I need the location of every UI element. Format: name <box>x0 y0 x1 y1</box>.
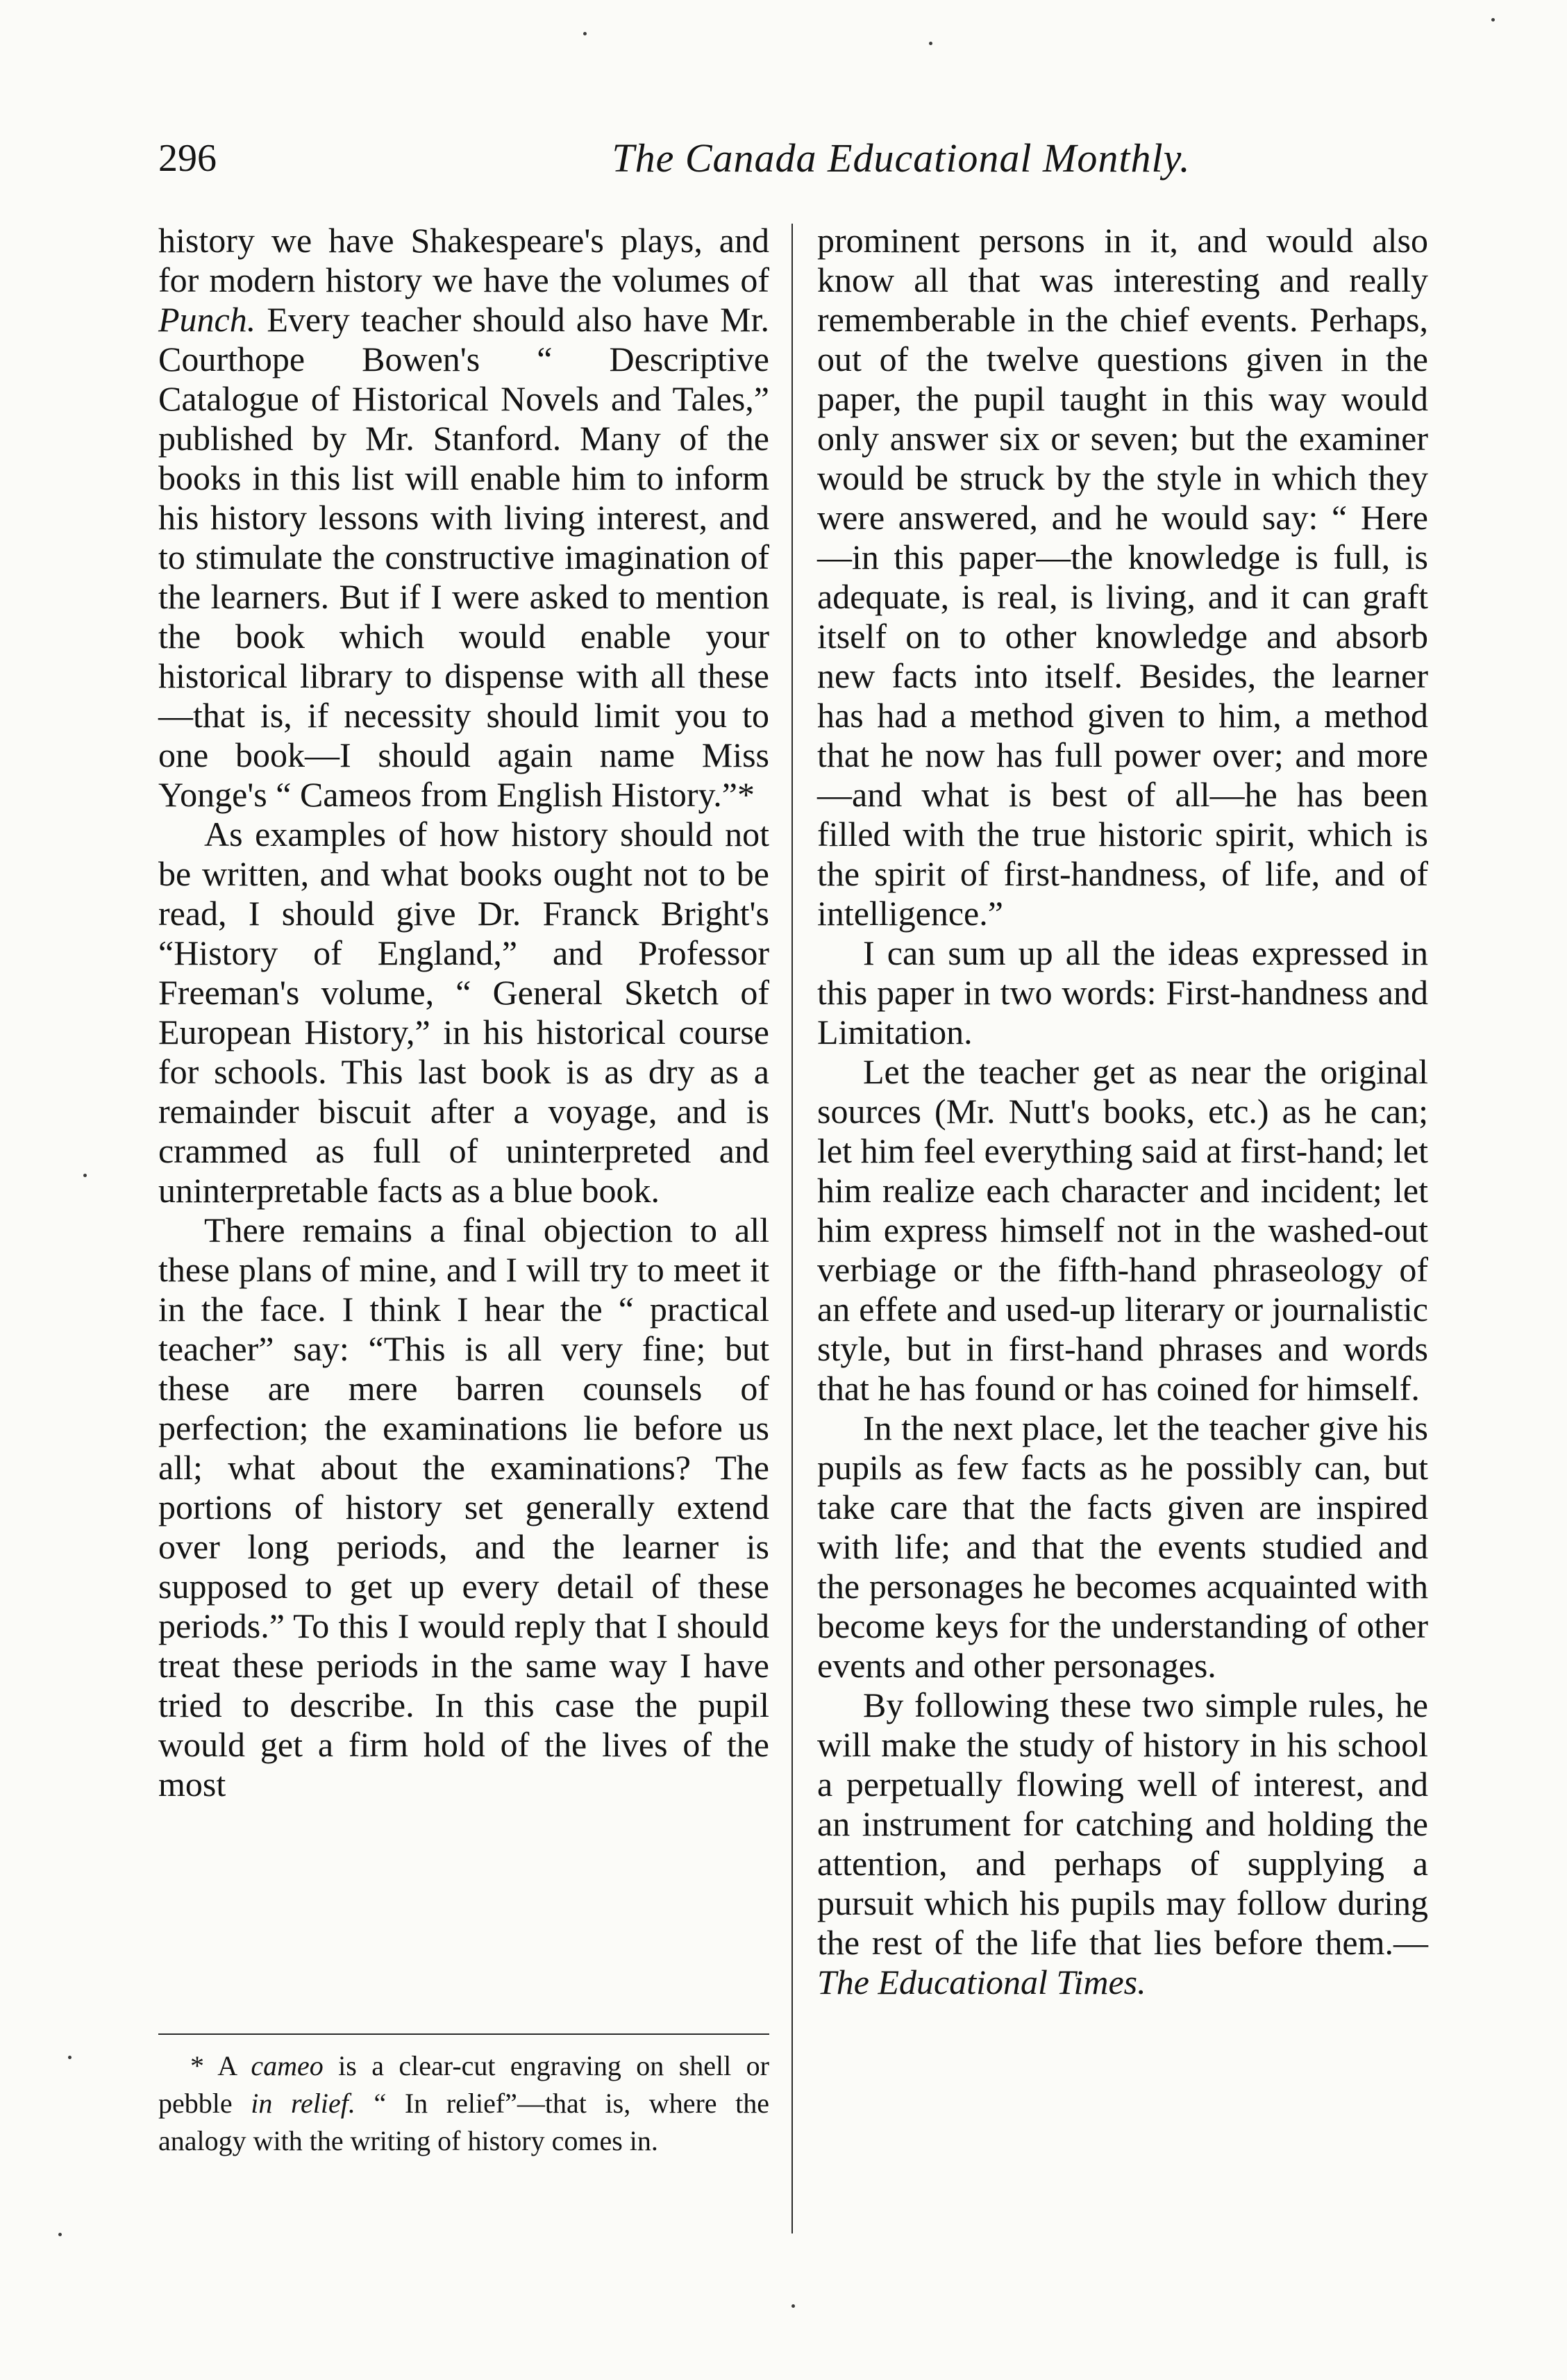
right-paragraph-4: In the next place, let the teacher give his pupils as few facts as he possibly can, but take care that the facts given are inspired with life; and that the events studied and the personages he becomes acquainted with become keys for the understanding of other events and other personages. <box>817 1408 1428 1685</box>
left-paragraph-1: history we have Shakespeare's plays, and for modern history we have the volumes of Punch. Every teacher should also have Mr. Courthope Bowen's “ Descriptive Catalogue of Historical Novels and Tales,” published by Mr. Stanford. Many of the books in this list will enable him to inform his history lessons with living interest, and to stimulate the constructive imagination of the learners. But if I were asked to mention the book which would enable your historical library to dispense with all these—that is, if necessity should limit you to one book—I should again name Miss Yonge's “ Cameos from English History.”* <box>158 221 769 814</box>
punch-title: Punch. <box>158 300 256 339</box>
scan-speck <box>791 2304 795 2308</box>
source-citation: The Educational Times. <box>817 1963 1146 2002</box>
scan-speck <box>83 1174 87 1177</box>
scan-speck <box>583 32 587 35</box>
scan-speck <box>929 42 932 45</box>
page-header <box>158 131 1429 186</box>
right-paragraph-2: I can sum up all the ideas expressed in this paper in two words: First-handness and Limitation. <box>817 933 1428 1051</box>
right-paragraph-1: prominent persons in it, and would also know all that was interesting and really rememberable in the chief events. Perhaps, out of the twelve questions given in the paper, the pupil taught in this way would only answer six or seven; but the examiner would be struck by the style in which they were answered, and he would say: “ Here—in this paper—the knowledge is full, is adequate, is real, is living, and it can graft itself on to other knowledge and absorb new facts into itself. Besides, the learner has had a method given to him, a method that he now has full power over; and more—and what is best of all—he has been filled with the true historic spirit, which is the spirit of first-handness, of life, and of intelligence.” <box>817 221 1428 933</box>
footnote-rule <box>158 2033 769 2035</box>
journal-title: The Canada Educational Monthly. <box>612 135 1191 181</box>
footnote <box>158 2047 769 2160</box>
scan-speck <box>1491 18 1495 22</box>
scan-speck <box>58 2233 62 2236</box>
footnote-text: * A cameo is a clear-cut engraving on shell or pebble in relief. “ In relief”—that is, where the analogy with the writing of history comes in. <box>158 2050 769 2156</box>
right-column <box>817 221 1428 2002</box>
right-paragraph-5: By following these two simple rules, he will make the study of history in his school a perpetually flowing well of interest, and an instrument for catching and holding the attention, and perhaps of supplying a pursuit which his pupils may follow during the rest of the life that lies before them.—The Educational Times. <box>817 1686 1428 2002</box>
left-column <box>158 221 769 1804</box>
scan-speck <box>68 2056 72 2059</box>
left-paragraph-2: As examples of how history should not be written, and what books ought not to be read, I should give Dr. Franck Bright's “History of England,” and Professor Freeman's volume, “ General Sketch of European History,” in his historical course for schools. This last book is as dry as a remainder biscuit after a voyage, and is crammed as full of uninterpreted and uninterpretable facts as a blue book. <box>158 815 769 1210</box>
left-paragraph-3: There remains a final objection to all these plans of mine, and I will try to meet it in the face. I think I hear the “ practical teacher” say: “This is all very fine; but these are mere barren counsels of perfection; the examinations lie before us all; what about the examinations? The portions of history set generally extend over long periods, and the learner is supposed to get up every detail of these periods.” To this I would reply that I should treat these periods in the same way I have tried to describe. In this case the pupil would get a firm hold of the lives of the most <box>158 1210 769 1804</box>
column-divider <box>791 224 793 2233</box>
right-paragraph-3: Let the teacher get as near the original sources (Mr. Nutt's books, etc.) as he can; let him feel everything said at first-hand; let him realize each character and incident; let him express himself not in the washed-out verbiage or the fifth-hand phraseology of an effete and used-up literary or journalistic style, but in first-hand phrases and words that he has found or has coined for himself. <box>817 1052 1428 1408</box>
page-number: 296 <box>158 137 217 180</box>
